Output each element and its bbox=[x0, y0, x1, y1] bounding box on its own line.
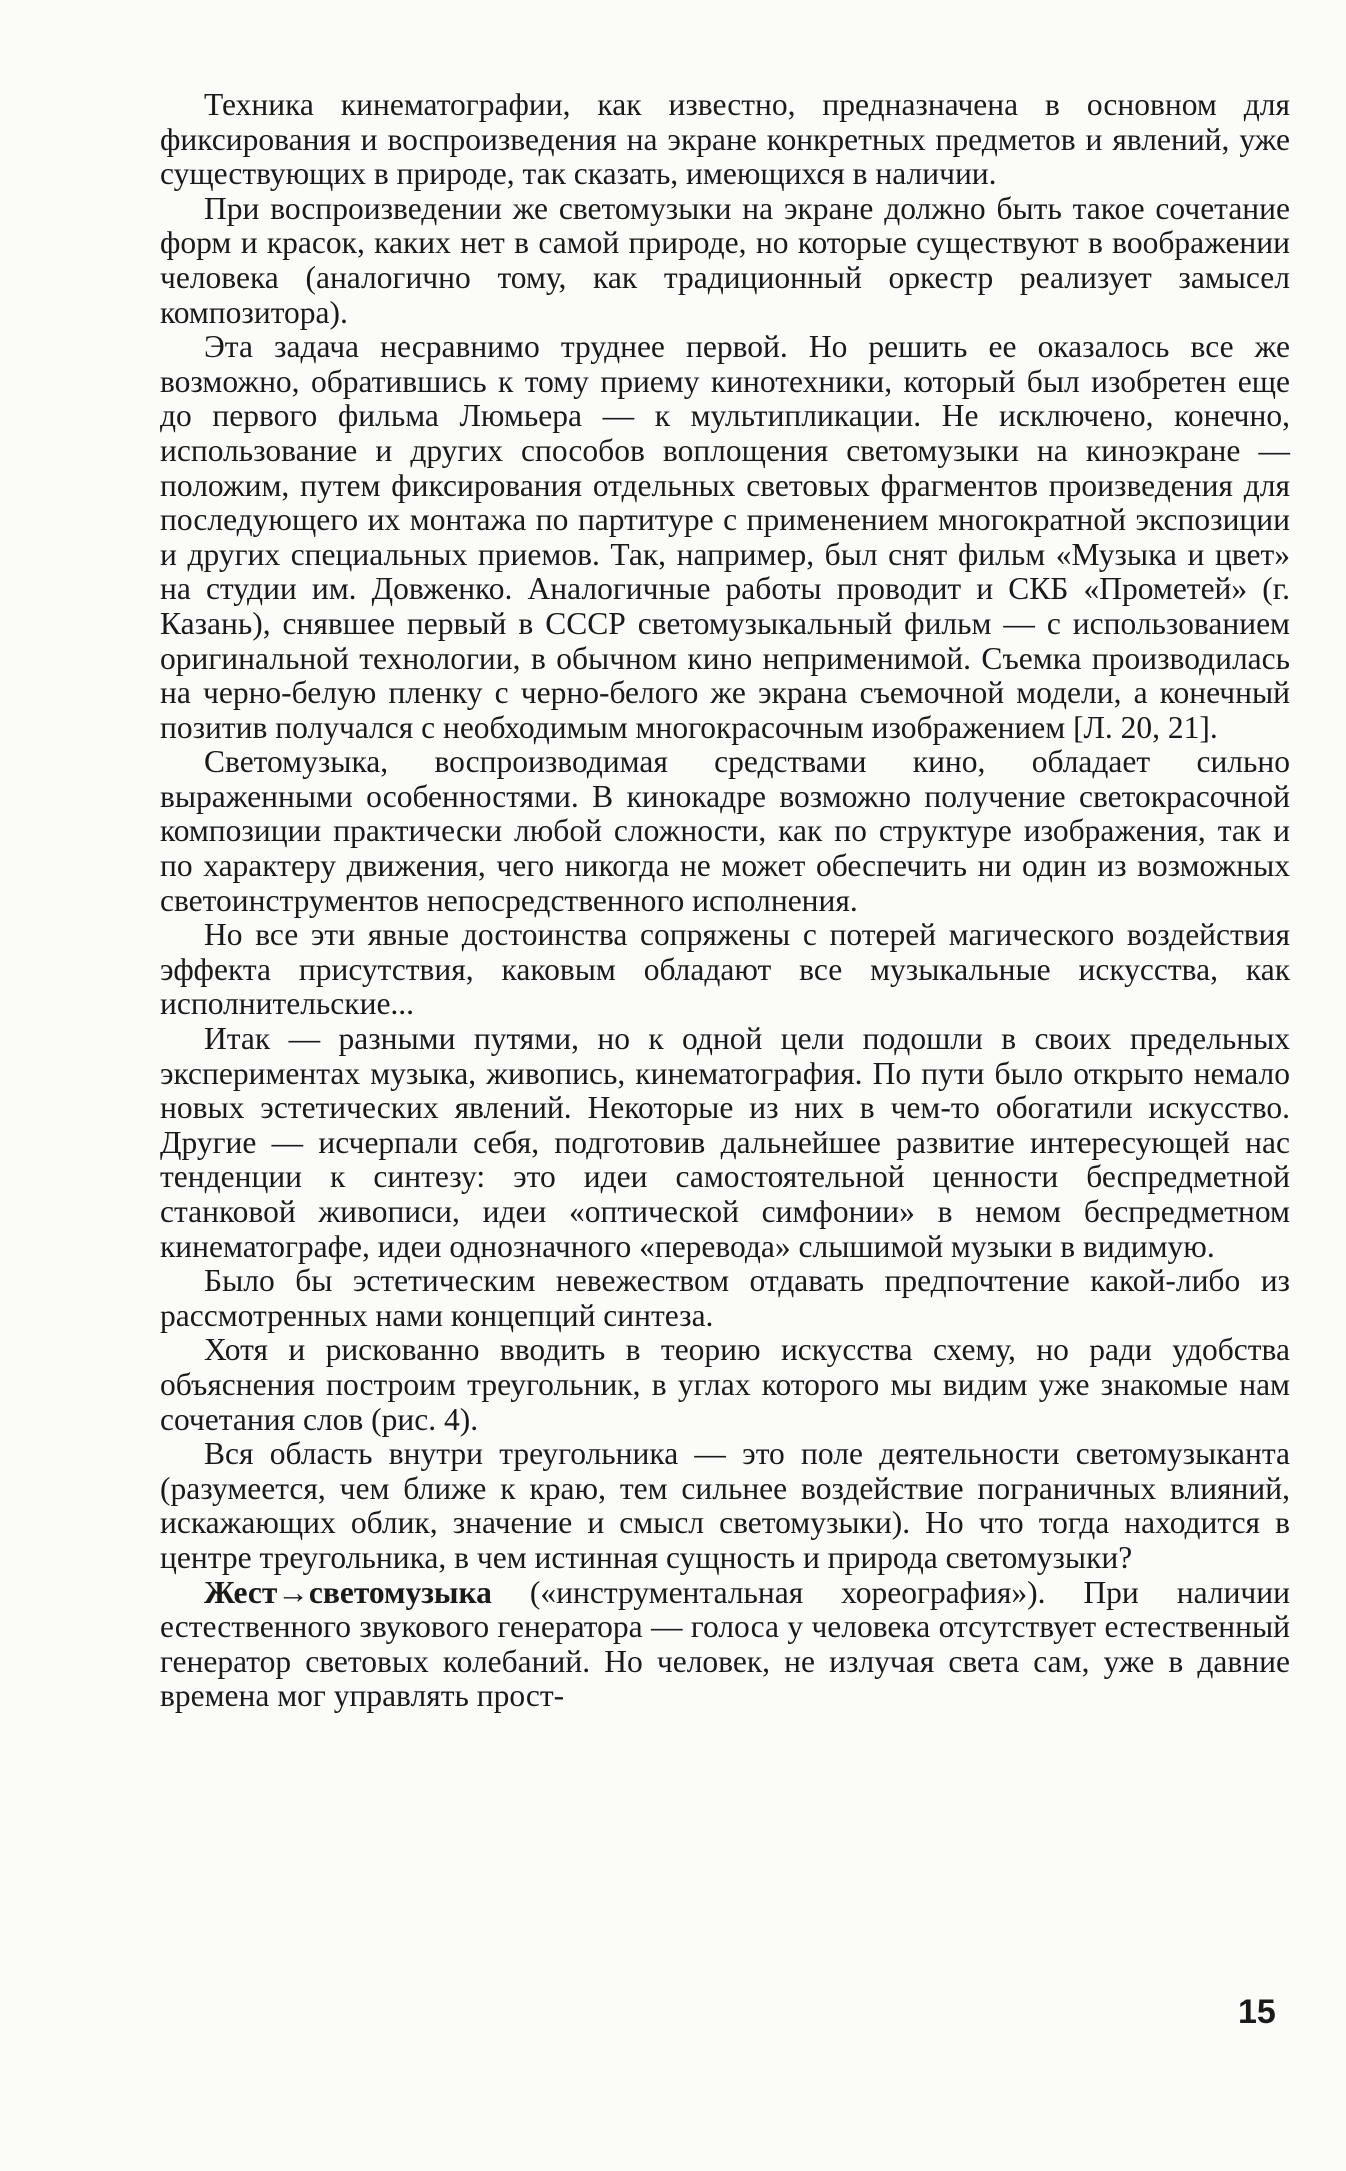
paragraph-7: Было бы эстетическим невежеством отдавать предпочтение какой-либо из рассмотренных нами концепций синтеза. bbox=[160, 1263, 1290, 1333]
paragraph-5: Но все эти явные достоинства сопряжены с потерей магического воздействия эффекта присутствия, каковым обладают все музыкальные искусства, как исполнительские... bbox=[160, 917, 1290, 1022]
paragraph-10-text: («инструментальная хореография»). При наличии естественного звукового генератора — голоса у человека отсутствует естественный генератор световых колебаний. Но человек, не излучая света сам, уже в давние времена мог управлять прост- bbox=[160, 1574, 1290, 1714]
section-heading: Жест→светомузыка bbox=[204, 1574, 492, 1610]
paragraph-2: При воспроизведении же светомузыки на экране должно быть такое сочетание форм и красок, каких нет в самой природе, но которые существуют в воображении человека (аналогично тому, как традиционный оркестр реализует замысел композитора). bbox=[160, 190, 1290, 330]
paragraph-4: Светомузыка, воспроизводимая средствами кино, обладает сильно выраженными особенностями. В кинокадре возможно получение светокрасочной композиции практически любой сложности, как по структуре изображения, так и по характеру движения, чего никогда не может обеспечить ни один из возможных светоинструментов непосредственного исполнения. bbox=[160, 744, 1290, 918]
paragraph-9: Вся область внутри треугольника — это поле деятельности светомузыканта (разумеется, чем ближе к краю, тем сильнее воздействие пограничных влияний, искажающих облик, значение и смысл светомузыки). Но что тогда находится в центре треугольника, в чем истинная сущность и природа светомузыки? bbox=[160, 1436, 1290, 1575]
paragraph-8: Хотя и рискованно вводить в теорию искусства схему, но ради удобства объяснения построим треугольник, в углах которого мы видим уже знакомые нам сочетания слов (рис. 4). bbox=[160, 1332, 1290, 1437]
paragraph-6: Итак — разными путями, но к одной цели подошли в своих предельных экспериментах музыка, живопись, кинематография. По пути было открыто немало новых эстетических явлений. Некоторые из них в чем-то обогатили искусство. Другие — исчерпали себя, подготовив дальнейшее развитие интересующей нас тенденции к синтезу: это идеи самостоятельной ценности беспредметной станковой живописи, идеи «оптической симфонии» в немом беспредметном кинематографе, идеи однозначного «перевода» слышимой музыки в видимую. bbox=[160, 1021, 1290, 1264]
paragraph-10 bbox=[160, 1576, 1290, 1714]
page-number: 15 bbox=[1238, 1993, 1276, 2031]
paragraph-3: Эта задача несравнимо труднее первой. Но решить ее оказалось все же возможно, обратившись к тому приему кинотехники, который был изобретен еще до первого фильма Люмьера — к мультипликации. Не исключено, конечно, использование и других способов воплощения светомузыки на киноэкране — положим, путем фиксирования отдельных световых фрагментов произведения для последующего их монтажа по партитуре с применением многократной экспозиции и других специальных приемов. Так, например, был снят фильм «Музыка и цвет» на студии им. Довженко. Аналогичные работы проводит и СКБ «Прометей» (г. Казань), снявшее первый в СССР светомузыкальный фильм — с использованием оригинальной технологии, в обычном кино неприменимой. Съемка производилась на черно-белую пленку с черно-белого же экрана съемочной модели, а конечный позитив получался с необходимым многокрасочным изображением [Л. 20, 21]. bbox=[160, 329, 1290, 745]
paragraph-1: Техника кинематографии, как известно, предназначена в основном для фиксирования и воспроизведения на экране конкретных предметов и явлений, уже существующих в природе, так сказать, имеющихся в наличии. bbox=[160, 87, 1290, 192]
body-text bbox=[160, 88, 1290, 1714]
